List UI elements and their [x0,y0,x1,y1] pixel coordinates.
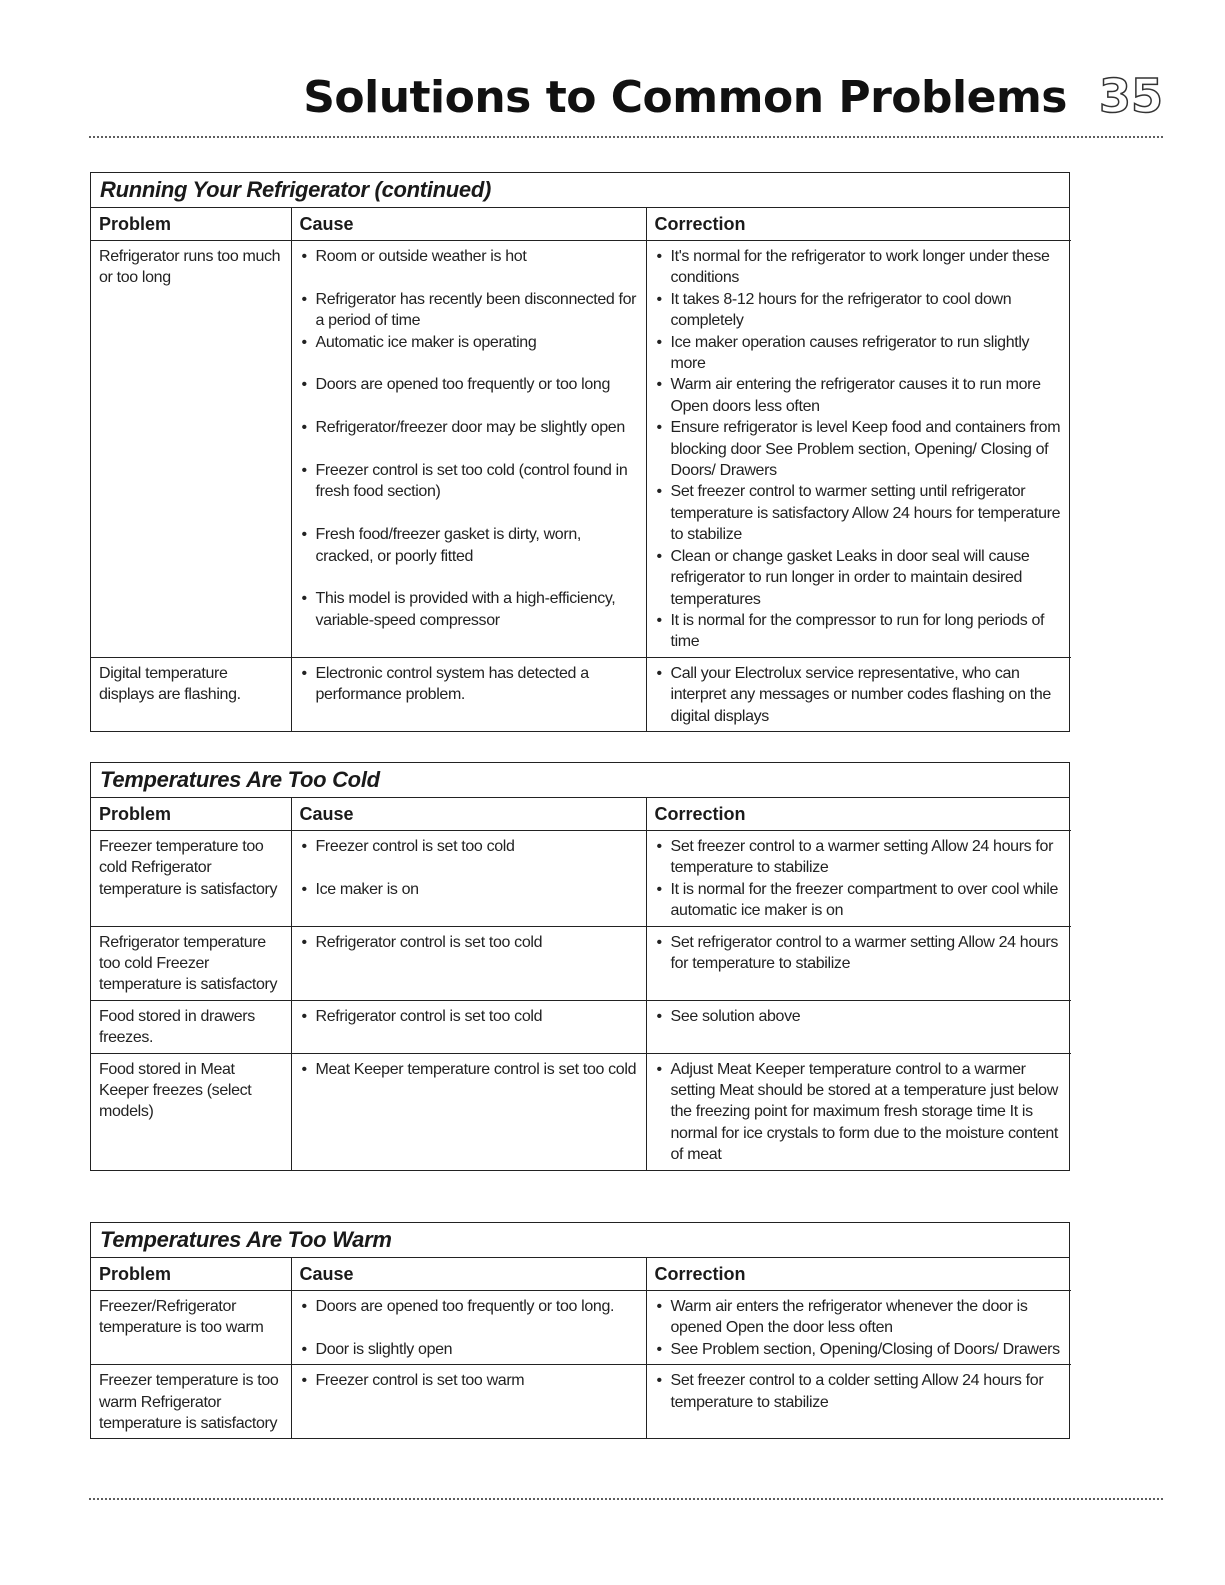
problem-cell: Freezer temperature too cold Refrigerator temperature is satisfactory [91,831,291,927]
page-header [0,62,1225,132]
cause-cell [291,241,646,658]
cause-cell [291,1000,646,1053]
troubleshooting-table [91,208,1071,731]
section-running-refrigerator [90,172,1070,732]
cause-item: • Automatic ice maker is operating [300,332,640,353]
correction-item: • Ensure refrigerator is level Keep food and containers from blocking door See Problem section, Opening/ Closing of Doors/ Drawers [655,417,1066,481]
troubleshooting-table [91,1258,1071,1438]
cause-item: • Refrigerator has recently been disconnected for a period of time [300,289,640,332]
table-row [91,1291,1071,1365]
correction-item: • Set freezer control to a colder setting Allow 24 hours for temperature to stabilize [655,1370,1066,1413]
cause-item: • Doors are opened too frequently or too long. [300,1296,640,1317]
correction-cell [646,1291,1071,1365]
cause-item: • Refrigerator control is set too cold [300,932,640,953]
correction-item: • Set freezer control to a warmer setting Allow 24 hours for temperature to stabilize [655,836,1066,879]
cause-item: • Refrigerator/freezer door may be slightly open [300,417,640,438]
column-header-correction: Correction [646,798,1071,831]
cause-item: • Ice maker is on [300,879,640,900]
table-header-row [91,208,1071,241]
correction-cell [646,831,1071,927]
correction-item: • Set freezer control to warmer setting until refrigerator temperature is satisfactory Allow 24 hours for temperature to stabilize [655,481,1066,545]
problem-cell: Digital temperature displays are flashing. [91,657,291,731]
correction-item: • It's normal for the refrigerator to work longer under these conditions [655,246,1066,289]
column-header-correction: Correction [646,208,1071,241]
section-title: Temperatures Are Too Warm [91,1223,1069,1258]
cause-cell [291,926,646,1000]
correction-item: • It takes 8-12 hours for the refrigerator to cool down completely [655,289,1066,332]
cause-cell [291,831,646,927]
troubleshooting-table [91,798,1071,1170]
correction-cell [646,1053,1071,1170]
cause-item: • Doors are opened too frequently or too long [300,374,640,395]
correction-item: • Adjust Meat Keeper temperature control to a warmer setting Meat should be stored at a temperature just below the freezing point for maximum fresh storage time It is normal for ice crystals to form due to the moisture content of meat [655,1059,1066,1166]
section-title: Temperatures Are Too Cold [91,763,1069,798]
column-header-cause: Cause [291,1258,646,1291]
cause-item: • Meat Keeper temperature control is set too cold [300,1059,640,1080]
problem-cell: Freezer temperature is too warm Refrigerator temperature is satisfactory [91,1365,291,1439]
correction-item: • Clean or change gasket Leaks in door seal will cause refrigerator to run longer in order to maintain desired temperatures [655,546,1066,610]
cause-item: • Electronic control system has detected a performance problem. [300,663,640,706]
cause-item: • Fresh food/freezer gasket is dirty, worn, cracked, or poorly fitted [300,524,640,567]
column-header-problem: Problem [91,1258,291,1291]
column-header-problem: Problem [91,208,291,241]
cause-item: • Freezer control is set too cold (control found in fresh food section) [300,460,640,503]
column-header-problem: Problem [91,798,291,831]
correction-item: • Ice maker operation causes refrigerator to run slightly more [655,332,1066,375]
problem-cell: Freezer/Refrigerator temperature is too warm [91,1291,291,1365]
cause-item: • Door is slightly open [300,1339,640,1360]
bottom-divider [88,1497,1163,1501]
correction-cell [646,1000,1071,1053]
correction-cell [646,241,1071,658]
correction-cell [646,657,1071,731]
cause-item: • Freezer control is set too cold [300,836,640,857]
correction-item: • See Problem section, Opening/Closing of Doors/ Drawers [655,1339,1066,1360]
correction-cell [646,926,1071,1000]
correction-item: • Warm air enters the refrigerator whenever the door is opened Open the door less often [655,1296,1066,1339]
correction-item: • See solution above [655,1006,1066,1027]
correction-item: • It is normal for the freezer compartment to over cool while automatic ice maker is on [655,879,1066,922]
cause-item: • Room or outside weather is hot [300,246,640,267]
problem-cell: Food stored in Meat Keeper freezes (select models) [91,1053,291,1170]
problem-cell: Refrigerator temperature too cold Freezer temperature is satisfactory [91,926,291,1000]
section-temperatures-too-warm [90,1222,1070,1439]
table-row [91,926,1071,1000]
cause-item: • Freezer control is set too warm [300,1370,640,1391]
correction-item: • Set refrigerator control to a warmer setting Allow 24 hours for temperature to stabilize [655,932,1066,975]
table-row [91,1365,1071,1439]
table-row [91,1053,1071,1170]
column-header-cause: Cause [291,798,646,831]
cause-cell [291,1365,646,1439]
cause-cell [291,657,646,731]
table-row [91,657,1071,731]
section-temperatures-too-cold [90,762,1070,1171]
table-header-row [91,1258,1071,1291]
correction-item: • It is normal for the compressor to run for long periods of time [655,610,1066,653]
correction-item: • Warm air entering the refrigerator causes it to run more Open doors less often [655,374,1066,417]
page-title: Solutions to Common Problems [303,72,1067,123]
cause-item: • This model is provided with a high-efficiency, variable-speed compressor [300,588,640,631]
column-header-correction: Correction [646,1258,1071,1291]
table-row [91,1000,1071,1053]
problem-cell: Food stored in drawers freezes. [91,1000,291,1053]
page-number: 35 [1098,69,1163,123]
table-row [91,831,1071,927]
top-divider [88,135,1163,139]
table-row [91,241,1071,658]
correction-cell [646,1365,1071,1439]
table-header-row [91,798,1071,831]
section-title: Running Your Refrigerator (continued) [91,173,1069,208]
column-header-cause: Cause [291,208,646,241]
cause-cell [291,1053,646,1170]
cause-item: • Refrigerator control is set too cold [300,1006,640,1027]
problem-cell: Refrigerator runs too much or too long [91,241,291,658]
cause-cell [291,1291,646,1365]
correction-item: • Call your Electrolux service representative, who can interpret any messages or number codes flashing on the digital displays [655,663,1066,727]
